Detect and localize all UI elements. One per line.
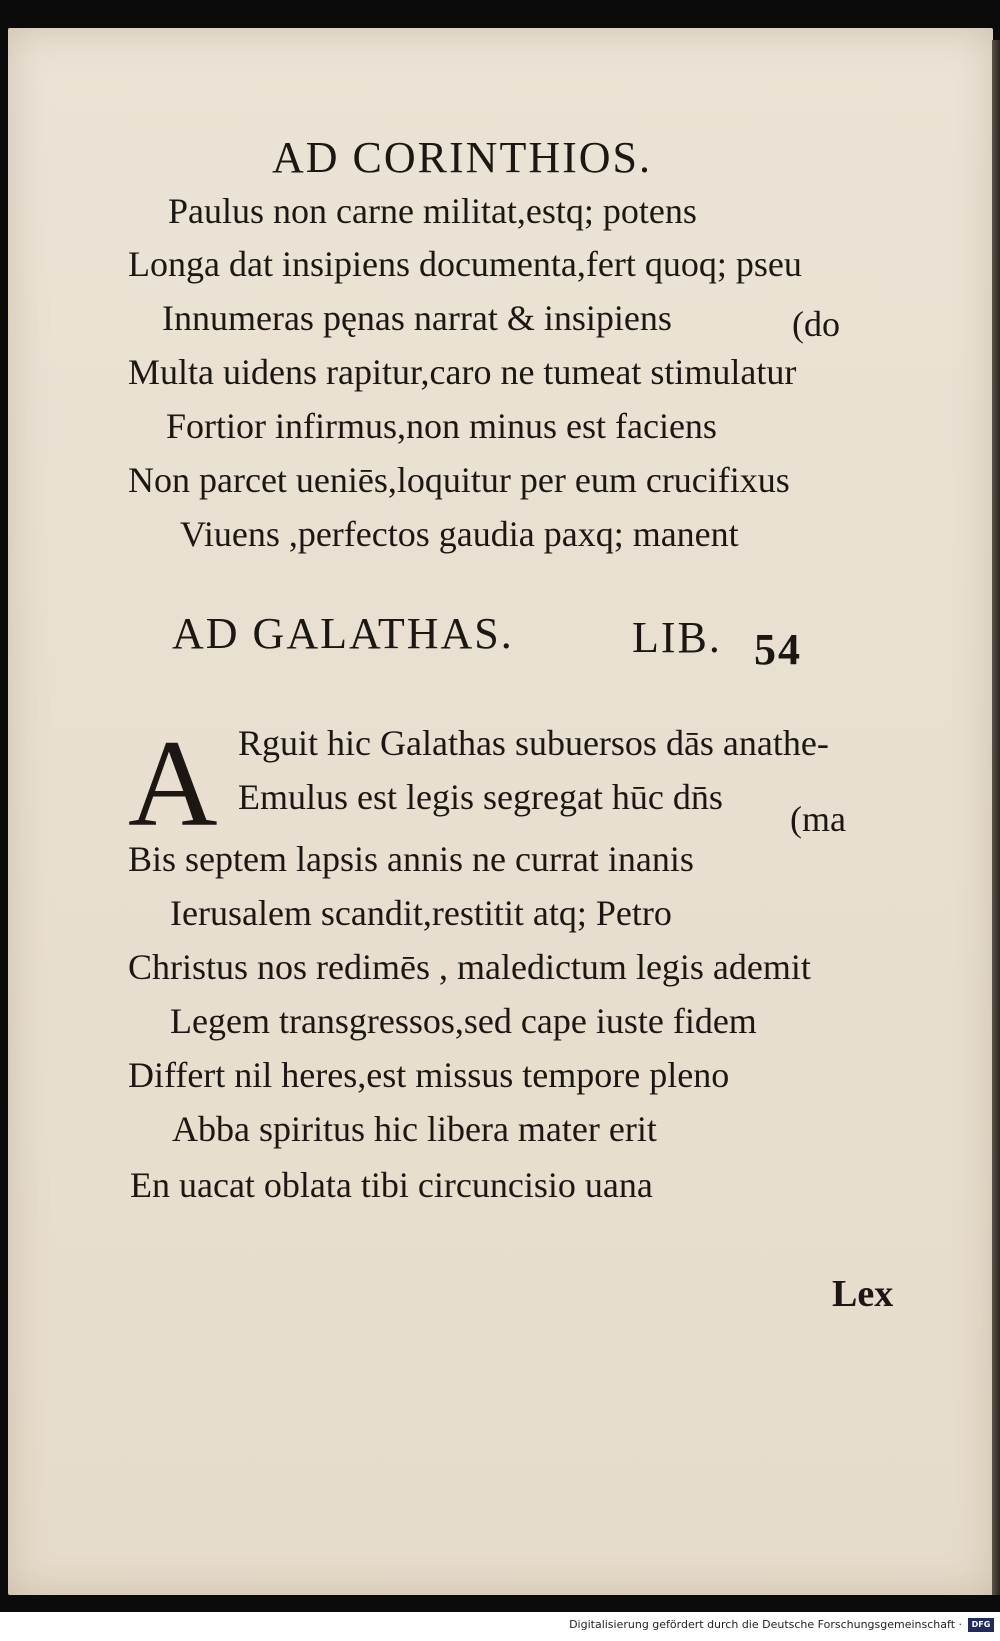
verse-line: Paulus non carne militat,estq; potens xyxy=(168,191,697,231)
verse-line: Non parcet ueniēs,loquitur per eum crucifixus xyxy=(128,460,790,500)
verse-line: Longa dat insipiens documenta,fert quoq; pseu xyxy=(128,244,802,284)
verse-line: En uacat oblata tibi circuncisio uana xyxy=(130,1165,653,1205)
verse-line: Bis septem lapsis annis ne currat inanis xyxy=(128,839,694,879)
verse-line-continuation: (do xyxy=(792,304,840,344)
verse-line: Innumeras pęnas narrat & insipiens xyxy=(162,298,672,338)
verse-line: Emulus est legis segregat hūc dn̄s xyxy=(238,777,723,817)
verse-line: Rguit hic Galathas subuersos dās anathe- xyxy=(238,723,829,763)
page-number: 54 xyxy=(754,625,802,674)
verse-line-continuation: (ma xyxy=(790,799,846,839)
section-heading-galathas: AD GALATHAS. xyxy=(172,609,514,658)
page-edge xyxy=(992,40,1000,1595)
dfg-logo: DFG xyxy=(968,1618,994,1632)
verse-line: Fortior infirmus,non minus est faciens xyxy=(166,406,717,446)
verse-line: Abba spiritus hic libera mater erit xyxy=(172,1109,657,1149)
verse-line: Multa uidens rapitur,caro ne tumeat stimulatur xyxy=(128,352,797,392)
verse-line: Ierusalem scandit,restitit atq; Petro xyxy=(170,893,672,933)
section-heading-corinthios: AD CORINTHIOS. xyxy=(272,133,652,182)
lib-label: LIB. xyxy=(632,613,722,662)
funding-credit: Digitalisierung gefördert durch die Deutsche Forschungsgemeinschaft · xyxy=(569,1618,962,1631)
verse-line: Legem transgressos,sed cape iuste fidem xyxy=(170,1001,757,1041)
verse-line: Christus nos redimēs , maledictum legis ademit xyxy=(128,947,811,987)
verse-line: Viuens ,perfectos gaudia paxq; manent xyxy=(180,514,739,554)
verse-line: Differt nil heres,est missus tempore pleno xyxy=(128,1055,730,1095)
catchword: Lex xyxy=(832,1273,894,1315)
digitization-footer xyxy=(0,1612,1000,1641)
drop-capital: A xyxy=(128,715,218,852)
